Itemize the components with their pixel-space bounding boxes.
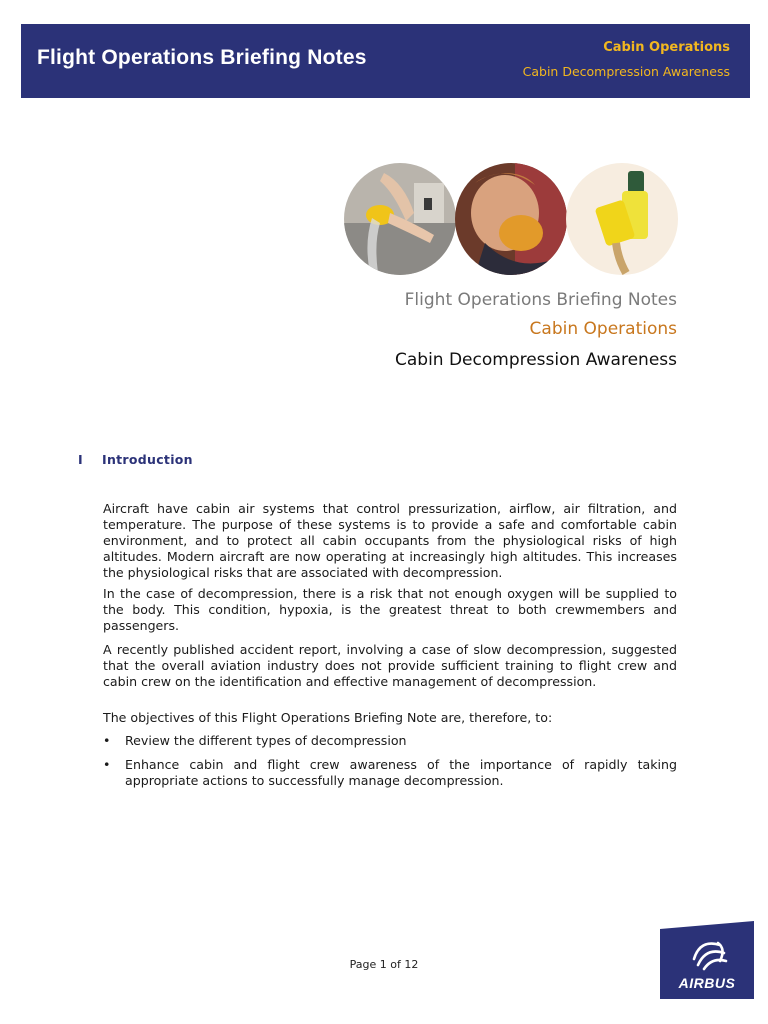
page-number: Page 1 of 12: [349, 958, 419, 971]
header-title: Flight Operations Briefing Notes: [37, 46, 367, 69]
photo-strip: [344, 163, 680, 275]
oxygen-mask-photo-child: [455, 163, 567, 275]
section-number: I: [78, 452, 83, 467]
section-title: Introduction: [102, 452, 193, 467]
oxygen-bottle-photo: [566, 163, 678, 275]
airbus-logo: [660, 921, 754, 999]
header-subtitle: Cabin Decompression Awareness: [522, 64, 730, 79]
paragraph-hypoxia: In the case of decompression, there is a risk that not enough oxygen will be supplied to the body. This condition, hypoxia, is the greatest threat to both crewmembers and passengers.: [103, 586, 677, 633]
header-category: Cabin Operations: [603, 40, 730, 55]
oxygen-mask-photo-hand: [344, 163, 456, 275]
doc-series-title: Flight Operations Briefing Notes: [404, 290, 677, 310]
paragraph-accident-report: A recently published accident report, involving a case of slow decompression, suggested that the overall aviation industry does not provide sufficient training to flight crew and cabin crew on the identification and effective management of decompression.: [103, 642, 677, 689]
doc-category-title: Cabin Operations: [529, 319, 677, 339]
paragraph-intro: Aircraft have cabin air systems that control pressurization, airflow, air filtration, and temperature. The purpose of these systems is to provide a safe and comfortable cabin environment, and to protect all cabin occupants from the physiological risks of high altitudes. Modern aircraft are now operating at increasingly high altitudes. This increases the physiological risks that are associated with decompression.: [103, 501, 677, 580]
bullet-text: Enhance cabin and flight crew awareness of the importance of rapidly taking appropriate actions to successfully manage decompression.: [125, 757, 677, 788]
header-banner: [21, 24, 750, 98]
paragraph-objectives: The objectives of this Flight Operations Briefing Note are, therefore, to:: [103, 710, 553, 725]
doc-main-title: Cabin Decompression Awareness: [394, 350, 677, 370]
bullet-dot: •: [103, 757, 111, 772]
bullet-dot: •: [103, 733, 111, 748]
airbus-logo-text: AIRBUS: [678, 975, 736, 991]
bullet-text: Review the different types of decompression: [125, 733, 407, 748]
